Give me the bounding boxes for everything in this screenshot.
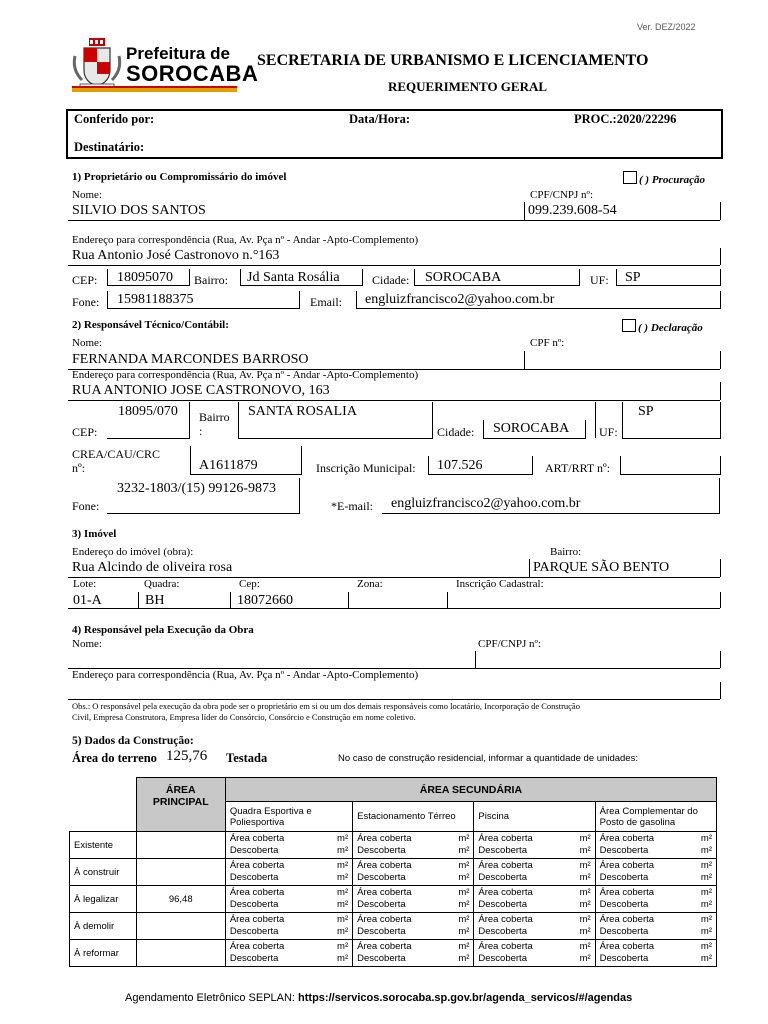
area-secundaria-cell[interactable] (474, 832, 595, 859)
area-secundaria-header: ÁREA SECUNDÁRIA (225, 778, 716, 802)
s1-bairro-value[interactable]: Jd Santa Rosália (247, 270, 340, 285)
s2-bairro-label: Bairro (199, 410, 230, 424)
descoberta-label: Descoberta (478, 845, 527, 856)
m2-unit: m² (579, 926, 591, 937)
s2-fone-value[interactable]: 3232-1803/(15) 99126-9873 (117, 481, 277, 496)
datahora-label: Data/Hora: (349, 112, 411, 126)
m2-unit: m² (337, 833, 349, 844)
table-row (70, 940, 717, 967)
coberta-label: Área coberta (229, 914, 285, 925)
m2-unit: m² (337, 860, 349, 871)
m2-unit: m² (700, 926, 712, 937)
descoberta-label: Descoberta (478, 899, 527, 910)
conferido-label: Conferido por: (74, 112, 155, 126)
s1-end-label: Endereço para correspondência (Rua, Av. Pça nº - Andar -Apto-Complemento) (72, 234, 419, 246)
area-secundaria-cell[interactable] (225, 832, 352, 859)
s2-art-label: ART/RRT nº: (545, 461, 611, 475)
row-label: Existente (70, 832, 137, 859)
testada-label: Testada (226, 751, 268, 765)
m2-unit: m² (337, 914, 349, 925)
m2-unit: m² (579, 941, 591, 952)
m2-unit: m² (337, 899, 349, 910)
coberta-label: Área coberta (357, 833, 412, 844)
area-principal-header: ÁREA PRINCIPAL (136, 778, 225, 832)
m2-unit: m² (458, 953, 470, 964)
declaracao-option[interactable]: ( ) Declaração (622, 319, 703, 334)
s1-cep-label: CEP: (72, 273, 98, 287)
descoberta-label: Descoberta (357, 872, 406, 883)
m2-unit: m² (579, 872, 591, 883)
s2-cep-label: CEP: (72, 425, 98, 439)
descoberta-label: Descoberta (599, 899, 649, 910)
m2-unit: m² (700, 914, 712, 925)
m2-unit: m² (458, 899, 470, 910)
col-posto-header: Área Complementar do Posto de gasolina (595, 802, 716, 832)
area-principal-cell[interactable] (136, 940, 225, 967)
coberta-label: Área coberta (599, 914, 655, 925)
s4-obs-line1: Obs.: O responsável pela execução da obra pode ser o proprietário em si ou um dos demais responsáveis como locatário, Incorporação de Construção (72, 701, 580, 711)
s1-cpf-label: CPF/CNPJ nº: (530, 189, 594, 201)
m2-unit: m² (458, 941, 470, 952)
coberta-label: Área coberta (229, 860, 285, 871)
area-secundaria-cell[interactable] (353, 940, 474, 967)
coberta-label: Área coberta (357, 860, 412, 871)
area-principal-cell[interactable] (136, 913, 225, 940)
section1-title: 1) Proprietário ou Compromissário do imóvel (72, 171, 287, 183)
coberta-label: Área coberta (599, 833, 655, 844)
version-label: Ver. DEZ/2022 (637, 22, 696, 32)
s2-end-label: Endereço para correspondência (Rua, Av. Pça nº - Andar -Apto-Complemento) (72, 369, 419, 381)
area-principal-cell[interactable] (136, 832, 225, 859)
m2-unit: m² (458, 833, 470, 844)
m2-unit: m² (579, 899, 591, 910)
construction-table (69, 777, 717, 967)
m2-unit: m² (579, 833, 591, 844)
s1-uf-label: UF: (590, 273, 609, 287)
row-label: À reformar (70, 940, 137, 967)
coberta-label: Área coberta (357, 887, 412, 898)
m2-unit: m² (337, 872, 349, 883)
s1-endereco-value[interactable]: Rua Antonio José Castronovo n.°163 (72, 248, 280, 263)
s3-bairro-label: Bairro: (550, 546, 582, 558)
table-row (70, 832, 717, 859)
m2-unit: m² (700, 845, 712, 856)
s1-fone-label: Fone: (72, 295, 100, 309)
s3-end-label: Endereço do imóvel (obra): (72, 546, 194, 558)
section5-title: 5) Dados da Construção: (72, 735, 194, 747)
m2-unit: m² (337, 887, 349, 898)
coberta-label: Área coberta (357, 941, 412, 952)
s4-obs-line2: Civil, Empresa Construtora, Empresa líder do Consórcio, Consórcio e Construção em nome coletivo. (72, 712, 416, 722)
area-secundaria-cell[interactable] (595, 940, 716, 967)
m2-unit: m² (458, 860, 470, 871)
m2-unit: m² (458, 872, 470, 883)
area-secundaria-cell[interactable] (353, 859, 474, 886)
descoberta-label: Descoberta (229, 926, 279, 937)
descoberta-label: Descoberta (599, 926, 649, 937)
m2-unit: m² (458, 914, 470, 925)
area-principal-cell[interactable] (136, 859, 225, 886)
row-label: À demolir (70, 913, 137, 940)
row-label: À legalizar (70, 886, 137, 913)
area-secundaria-cell[interactable] (474, 940, 595, 967)
s4-cpf-label: CPF/CNPJ nº: (478, 638, 542, 650)
s2-nome-value[interactable]: FERNANDA MARCONDES BARROSO (72, 352, 309, 367)
s1-cidade-label: Cidade: (372, 273, 410, 287)
descoberta-label: Descoberta (478, 953, 527, 964)
s3-bairro-value[interactable]: PARQUE SÃO BENTO (533, 560, 670, 575)
s2-crea-value[interactable]: A1611879 (199, 458, 258, 473)
area-secundaria-cell[interactable] (225, 940, 352, 967)
m2-unit: m² (700, 833, 712, 844)
s2-cpf-label: CPF nº: (530, 337, 565, 349)
s1-cidade-value[interactable]: SOROCABA (425, 270, 502, 285)
m2-unit: m² (700, 941, 712, 952)
table-row (70, 859, 717, 886)
descoberta-label: Descoberta (599, 872, 649, 883)
m2-unit: m² (700, 887, 712, 898)
logo-stripe-yellow (72, 88, 237, 92)
s3-insc-label: Inscrição Cadastral: (456, 578, 544, 590)
area-secundaria-cell[interactable] (595, 913, 716, 940)
s1-cpf-value[interactable]: 099.239.608-54 (528, 203, 617, 218)
area-secundaria-cell[interactable] (595, 886, 716, 913)
destinatario-label: Destinatário: (74, 140, 145, 154)
section4-title: 4) Responsável pela Execução da Obra (72, 624, 254, 636)
m2-unit: m² (337, 941, 349, 952)
m2-unit: m² (700, 899, 712, 910)
footer-link[interactable]: https://servicos.sorocaba.sp.gov.br/agenda_servicos/#/agendas (298, 992, 633, 1004)
coberta-label: Área coberta (599, 941, 655, 952)
coberta-label: Área coberta (229, 833, 285, 844)
s2-fone-label: Fone: (72, 499, 100, 513)
area-secundaria-cell[interactable] (225, 886, 352, 913)
coberta-label: Área coberta (357, 914, 412, 925)
s1-cep-value[interactable]: 18095070 (117, 270, 173, 285)
m2-unit: m² (579, 845, 591, 856)
area-secundaria-cell[interactable] (474, 859, 595, 886)
s1-nome-value[interactable]: SILVIO DOS SANTOS (72, 203, 206, 218)
s2-endereco-value[interactable]: RUA ANTONIO JOSE CASTRONOVO, 163 (72, 383, 330, 398)
area-secundaria-cell[interactable] (595, 832, 716, 859)
area-secundaria-cell[interactable] (225, 859, 352, 886)
s2-uf-value[interactable]: SP (638, 404, 654, 419)
m2-unit: m² (579, 953, 591, 964)
table-row (70, 886, 717, 913)
page-subtitle: REQUERIMENTO GERAL (388, 79, 548, 94)
table-row (70, 913, 717, 940)
m2-unit: m² (700, 953, 712, 964)
m2-unit: m² (579, 914, 591, 925)
descoberta-label: Descoberta (229, 953, 279, 964)
coberta-label: Área coberta (478, 941, 533, 952)
section2-title: 2) Responsável Técnico/Contábil: (72, 319, 229, 331)
area-terreno-value[interactable]: 125,76 (166, 748, 208, 764)
s2-crea-label1: CREA/CAU/CRC (72, 447, 161, 461)
coberta-label: Área coberta (229, 887, 285, 898)
s2-email-value[interactable]: engluizfrancisco2@yahoo.com.br (391, 496, 581, 511)
coberta-label: Área coberta (229, 941, 285, 952)
declaracao-checkbox[interactable] (622, 319, 636, 332)
descoberta-label: Descoberta (478, 926, 527, 937)
logo-stripe-red (72, 86, 237, 88)
m2-unit: m² (458, 845, 470, 856)
s3-lote-value[interactable]: 01-A (73, 593, 102, 608)
coberta-label: Área coberta (478, 860, 533, 871)
s3-lote-label: Lote: (73, 578, 97, 590)
descoberta-label: Descoberta (357, 953, 406, 964)
s3-quadra-label: Quadra: (144, 578, 180, 590)
area-secundaria-cell[interactable] (595, 859, 716, 886)
m2-unit: m² (458, 887, 470, 898)
m2-unit: m² (700, 860, 712, 871)
m2-unit: m² (579, 887, 591, 898)
descoberta-label: Descoberta (599, 953, 649, 964)
area-secundaria-cell[interactable] (225, 913, 352, 940)
s2-uf-label: UF: (599, 425, 618, 439)
s2-crea-label2: nº: (72, 461, 86, 475)
s2-bairro-colon: : (199, 424, 203, 438)
coberta-label: Área coberta (478, 833, 533, 844)
m2-unit: m² (337, 926, 349, 937)
s1-email-label: Email: (310, 295, 342, 309)
area-secundaria-cell[interactable] (474, 886, 595, 913)
descoberta-label: Descoberta (229, 845, 279, 856)
s3-zona-label: Zona: (357, 578, 383, 590)
s4-nome-label: Nome: (72, 638, 102, 650)
row-label: À construir (70, 859, 137, 886)
descoberta-label: Descoberta (357, 845, 406, 856)
section3-title: 3) Imóvel (72, 528, 117, 540)
s1-fone-value[interactable]: 15981188375 (117, 292, 194, 307)
s2-insc-label: Inscrição Municipal: (316, 461, 416, 475)
area-secundaria-cell[interactable] (474, 913, 595, 940)
procuracao-option[interactable]: ( ) Procuração (623, 171, 705, 186)
procuracao-checkbox[interactable] (623, 171, 637, 184)
page-title: SECRETARIA DE URBANISMO E LICENCIAMENTO (257, 52, 649, 69)
col-piscina-header: Piscina (474, 802, 595, 832)
area-terreno-label: Área do terreno (72, 751, 157, 765)
footer-text: Agendamento Eletrônico SEPLAN: (125, 992, 299, 1004)
coat-of-arms-icon (72, 38, 122, 88)
coberta-label: Área coberta (599, 887, 655, 898)
descoberta-label: Descoberta (357, 899, 406, 910)
s3-quadra-value[interactable]: BH (145, 593, 165, 608)
s2-insc-value[interactable]: 107.526 (437, 458, 483, 473)
unidades-note: No caso de construção residencial, informar a quantidade de unidades: (338, 753, 638, 764)
m2-unit: m² (579, 860, 591, 871)
descoberta-label: Descoberta (357, 926, 406, 937)
s1-nome-label: Nome: (72, 189, 102, 201)
descoberta-label: Descoberta (229, 872, 279, 883)
footer (125, 992, 632, 1004)
area-secundaria-cell[interactable] (353, 886, 474, 913)
s2-email-label: *E-mail: (331, 499, 373, 513)
descoberta-label: Descoberta (478, 872, 527, 883)
area-secundaria-cell[interactable] (353, 832, 474, 859)
m2-unit: m² (700, 872, 712, 883)
descoberta-label: Descoberta (229, 899, 279, 910)
s3-cep-value[interactable]: 18072660 (237, 593, 293, 608)
coberta-label: Área coberta (599, 860, 655, 871)
area-principal-cell[interactable]: 96,48 (136, 886, 225, 913)
m2-unit: m² (337, 845, 349, 856)
proc-number: PROC.:2020/22296 (574, 112, 677, 126)
s3-endereco-value[interactable]: Rua Alcindo de oliveira rosa (72, 560, 233, 575)
s1-uf-value[interactable]: SP (625, 270, 641, 285)
coberta-label: Área coberta (478, 887, 533, 898)
s2-cep-value[interactable]: 18095/070 (118, 404, 178, 419)
s2-nome-label: Nome: (72, 337, 102, 349)
s2-cidade-label: Cidade: (437, 425, 475, 439)
s2-cidade-value[interactable]: SOROCABA (493, 421, 570, 436)
descoberta-label: Descoberta (599, 845, 649, 856)
col-estacionamento-header: Estacionamento Térreo (353, 802, 474, 832)
logo-line1: Prefeitura de (126, 44, 230, 63)
logo-line2: SOROCABA (126, 61, 259, 86)
s4-end-label: Endereço para correspondência (Rua, Av. Pça nº - Andar -Apto-Complemento) (72, 669, 419, 681)
s1-bairro-label: Bairro: (194, 273, 228, 287)
m2-unit: m² (337, 953, 349, 964)
m2-unit: m² (458, 926, 470, 937)
coberta-label: Área coberta (478, 914, 533, 925)
s3-cep-label: Cep: (239, 578, 260, 590)
area-secundaria-cell[interactable] (353, 913, 474, 940)
col-quadra-header: Quadra Esportiva e Poliesportiva (225, 802, 352, 832)
s1-email-value[interactable]: engluizfrancisco2@yahoo.com.br (365, 292, 555, 307)
s2-bairro-value[interactable]: SANTA ROSALIA (248, 404, 357, 419)
